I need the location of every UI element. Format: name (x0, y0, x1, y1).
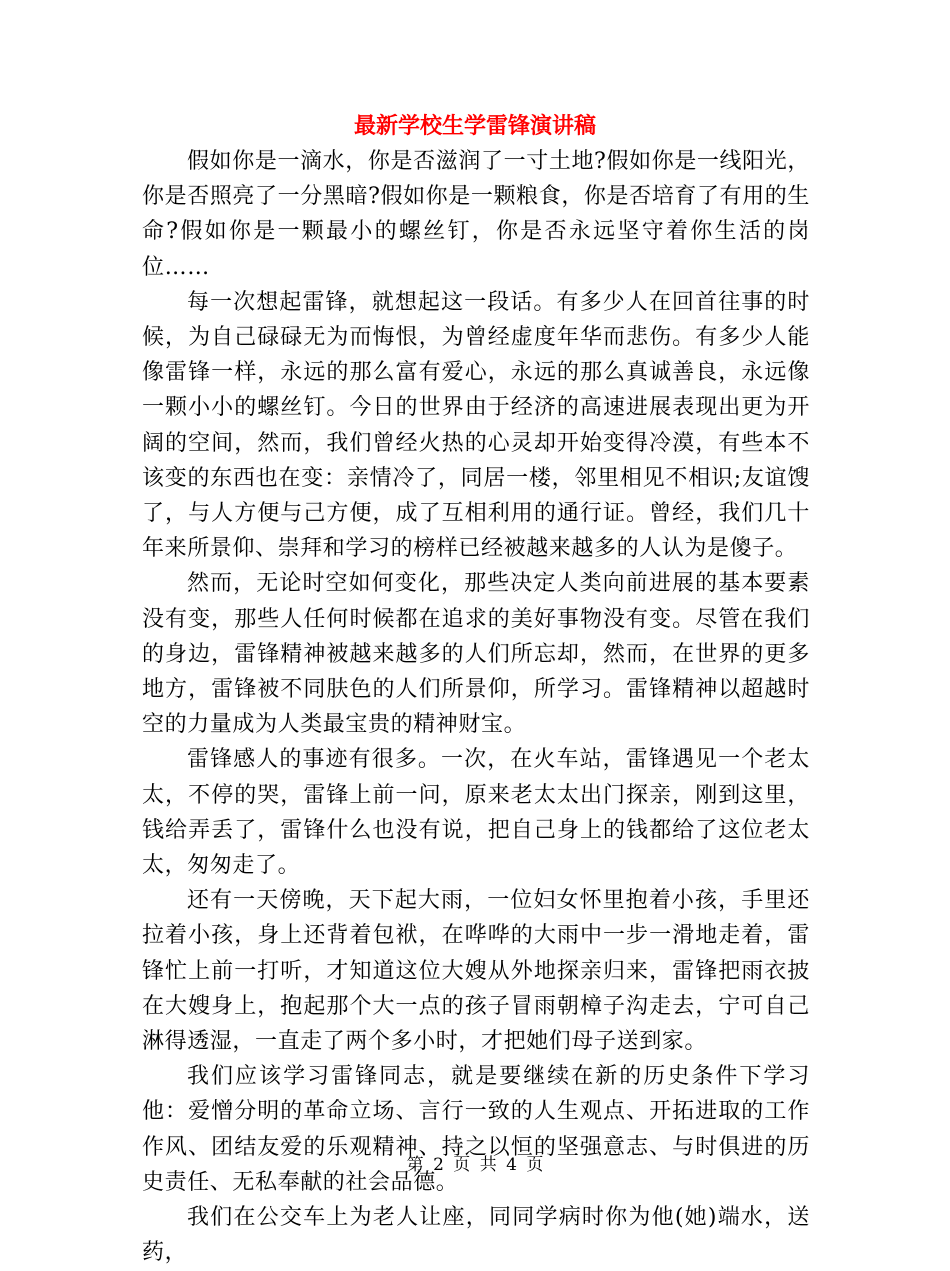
page-number-footer: 第 2 页 共 4 页 (406, 1155, 544, 1175)
body-paragraph: 我们在公交车上为老人让座，同同学病时你为他(她)端水，送药， (142, 1205, 810, 1266)
document-title: 最新学校生学雷锋演讲稿 (353, 114, 596, 139)
document-body (142, 144, 810, 1271)
body-paragraph: 假如你是一滴水，你是否滋润了一寸土地?假如你是一线阳光，你是否照亮了一分黑暗?假如你是一颗粮食，你是否培育了有用的生命?假如你是一颗最小的螺丝钉，你是否永远坚守着你生活的岗位…… (142, 149, 810, 280)
body-paragraph: 雷锋感人的事迹有很多。一次，在火车站，雷锋遇见一个老太太，不停的哭，雷锋上前一问，原来老太太出门探亲，刚到这里，钱给弄丢了，雷锋什么也没有说，把自己身上的钱都给了这位老太太，匆匆走了。 (142, 747, 810, 879)
body-paragraph: 每一次想起雷锋，就想起这一段话。有多少人在回首往事的时候，为自己碌碌无为而悔恨，为曾经虚度年华而悲伤。有多少人能像雷锋一样，永远的那么富有爱心，永远的那么真诚善良，永远像一颗小小的螺丝钉。今日的世界由于经济的高速进展表现出更为开阔的空间，然而，我们曾经火热的心灵却开始变得冷漠，有些本不该变的东西也在变：亲情冷了，同居一楼，邻里相见不相识;友谊馊了，与人方便与己方便，成了互相利用的通行证。曾经，我们几十年来所景仰、崇拜和学习的榜样已经被越来越多的人认为是傻子。 (142, 289, 810, 562)
body-paragraph: 然而，无论时空如何变化，那些决定人类向前进展的基本要素没有变，那些人任何时候都在追求的美好事物没有变。尽管在我们的身边，雷锋精神被越来越多的人们所忘却，然而，在世界的更多地方，雷锋被不同肤色的人们所景仰，所学习。雷锋精神以超越时空的力量成为人类最宝贵的精神财宝。 (142, 571, 810, 738)
body-paragraph: 我们应该学习雷锋同志，就是要继续在新的历史条件下学习他：爱憎分明的革命立场、言行一致的人生观点、开拓进取的工作作风、团结友爱的乐观精神、持之以恒的坚强意志、与时俱进的历史责任、无私奉献的社会品德。 (142, 1064, 810, 1195)
body-paragraph: 还有一天傍晚，天下起大雨，一位妇女怀里抱着小孩，手里还拉着小孩，身上还背着包袱，在哗哗的大雨中一步一滑地走着，雷锋忙上前一打听，才知道这位大嫂从外地探亲归来，雷锋把雨衣披在大嫂身上，抱起那个大一点的孩子冒雨朝樟子沟走去，宁可自己淋得透湿，一直走了两个多小时，才把她们母子送到家。 (142, 888, 810, 1055)
